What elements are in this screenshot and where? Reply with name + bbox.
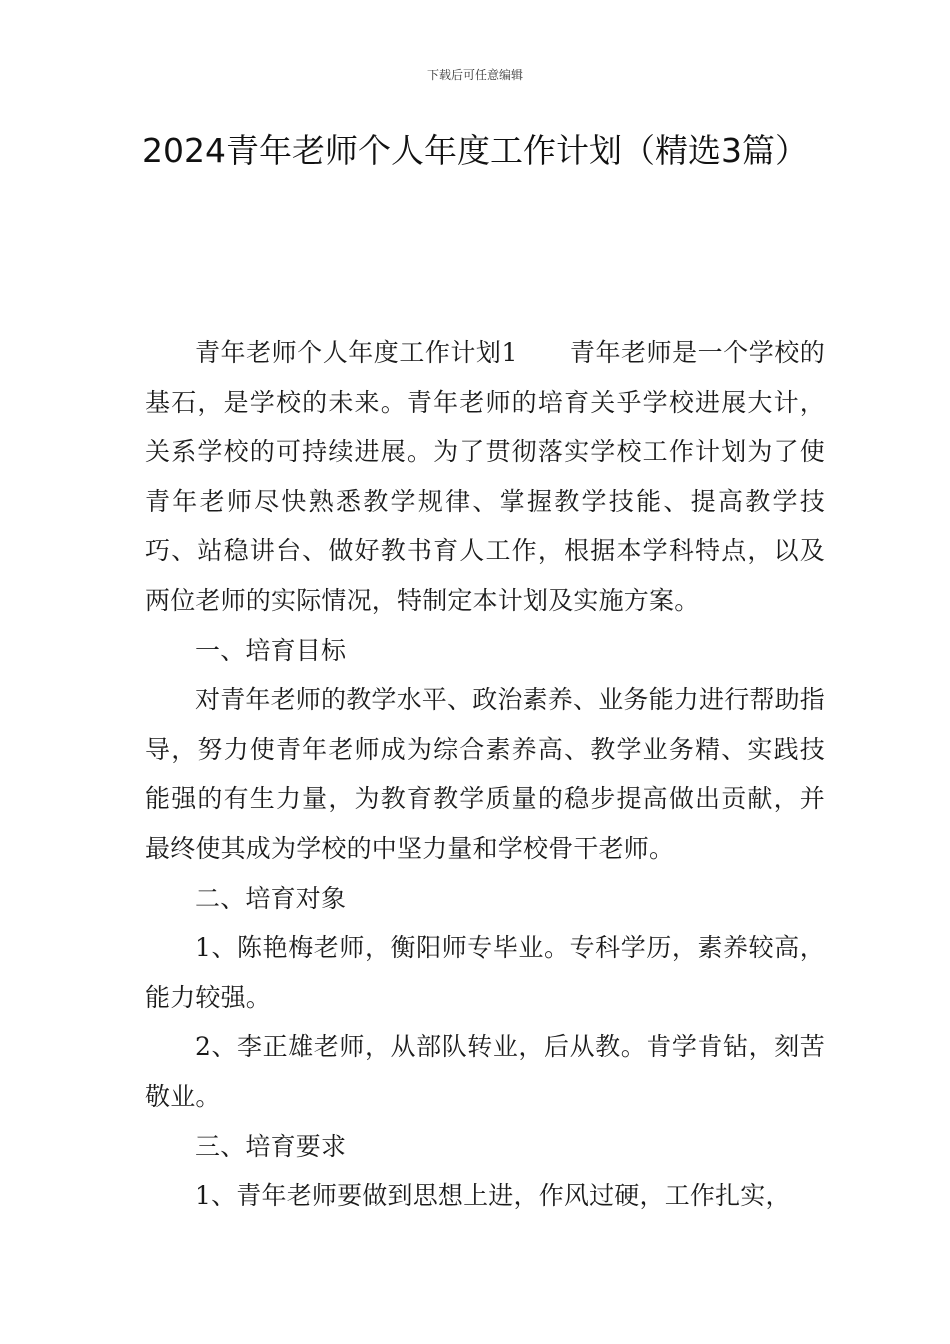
download-note: 下载后可任意编辑 — [426, 68, 523, 82]
body-paragraph: 对青年老师的教学水平、政治素养、业务能力进行帮助指导，努力使青年老师成为综合素养高、教学业务精、实践技能强的有生力量，为教育教学质量的稳步提高做出贡献，并最终使其成为学校的中坚力量和学校骨干老师。 — [145, 685, 826, 863]
document-body — [145, 328, 825, 1221]
section-title-target: 二、培育对象 — [195, 883, 347, 913]
document-title: 2024青年老师个人年度工作计划（精选3篇） — [142, 131, 808, 170]
intro-text: 青年老师是一个学校的基石，是学校的未来。青年老师的培育关乎学校进展大计，关系学校的可持续进展。为了贯彻落实学校工作计划为了使青年老师尽快熟悉教学规律、掌握教学技能、提高教学技巧、站稳讲台、做好教书育人工作，根据本学科特点，以及两位老师的实际情况，特制定本计划及实施方案。 — [145, 338, 825, 615]
section-title-goal: 一、培育目标 — [195, 635, 347, 665]
list-item: 1、青年老师要做到思想上进，作风过硬，工作扎实， — [195, 1181, 791, 1211]
list-item: 1、陈艳梅老师，衡阳师专毕业。专科学历，素养较高，能力较强。 — [145, 933, 825, 1012]
section-title-requirements: 三、培育要求 — [195, 1131, 347, 1161]
intro-paragraph — [145, 328, 825, 626]
section-heading: 青年老师个人年度工作计划1 — [195, 338, 518, 367]
list-item: 2、李正雄老师，从部队转业，后从教。肯学肯钻，刻苦敬业。 — [145, 1032, 825, 1111]
